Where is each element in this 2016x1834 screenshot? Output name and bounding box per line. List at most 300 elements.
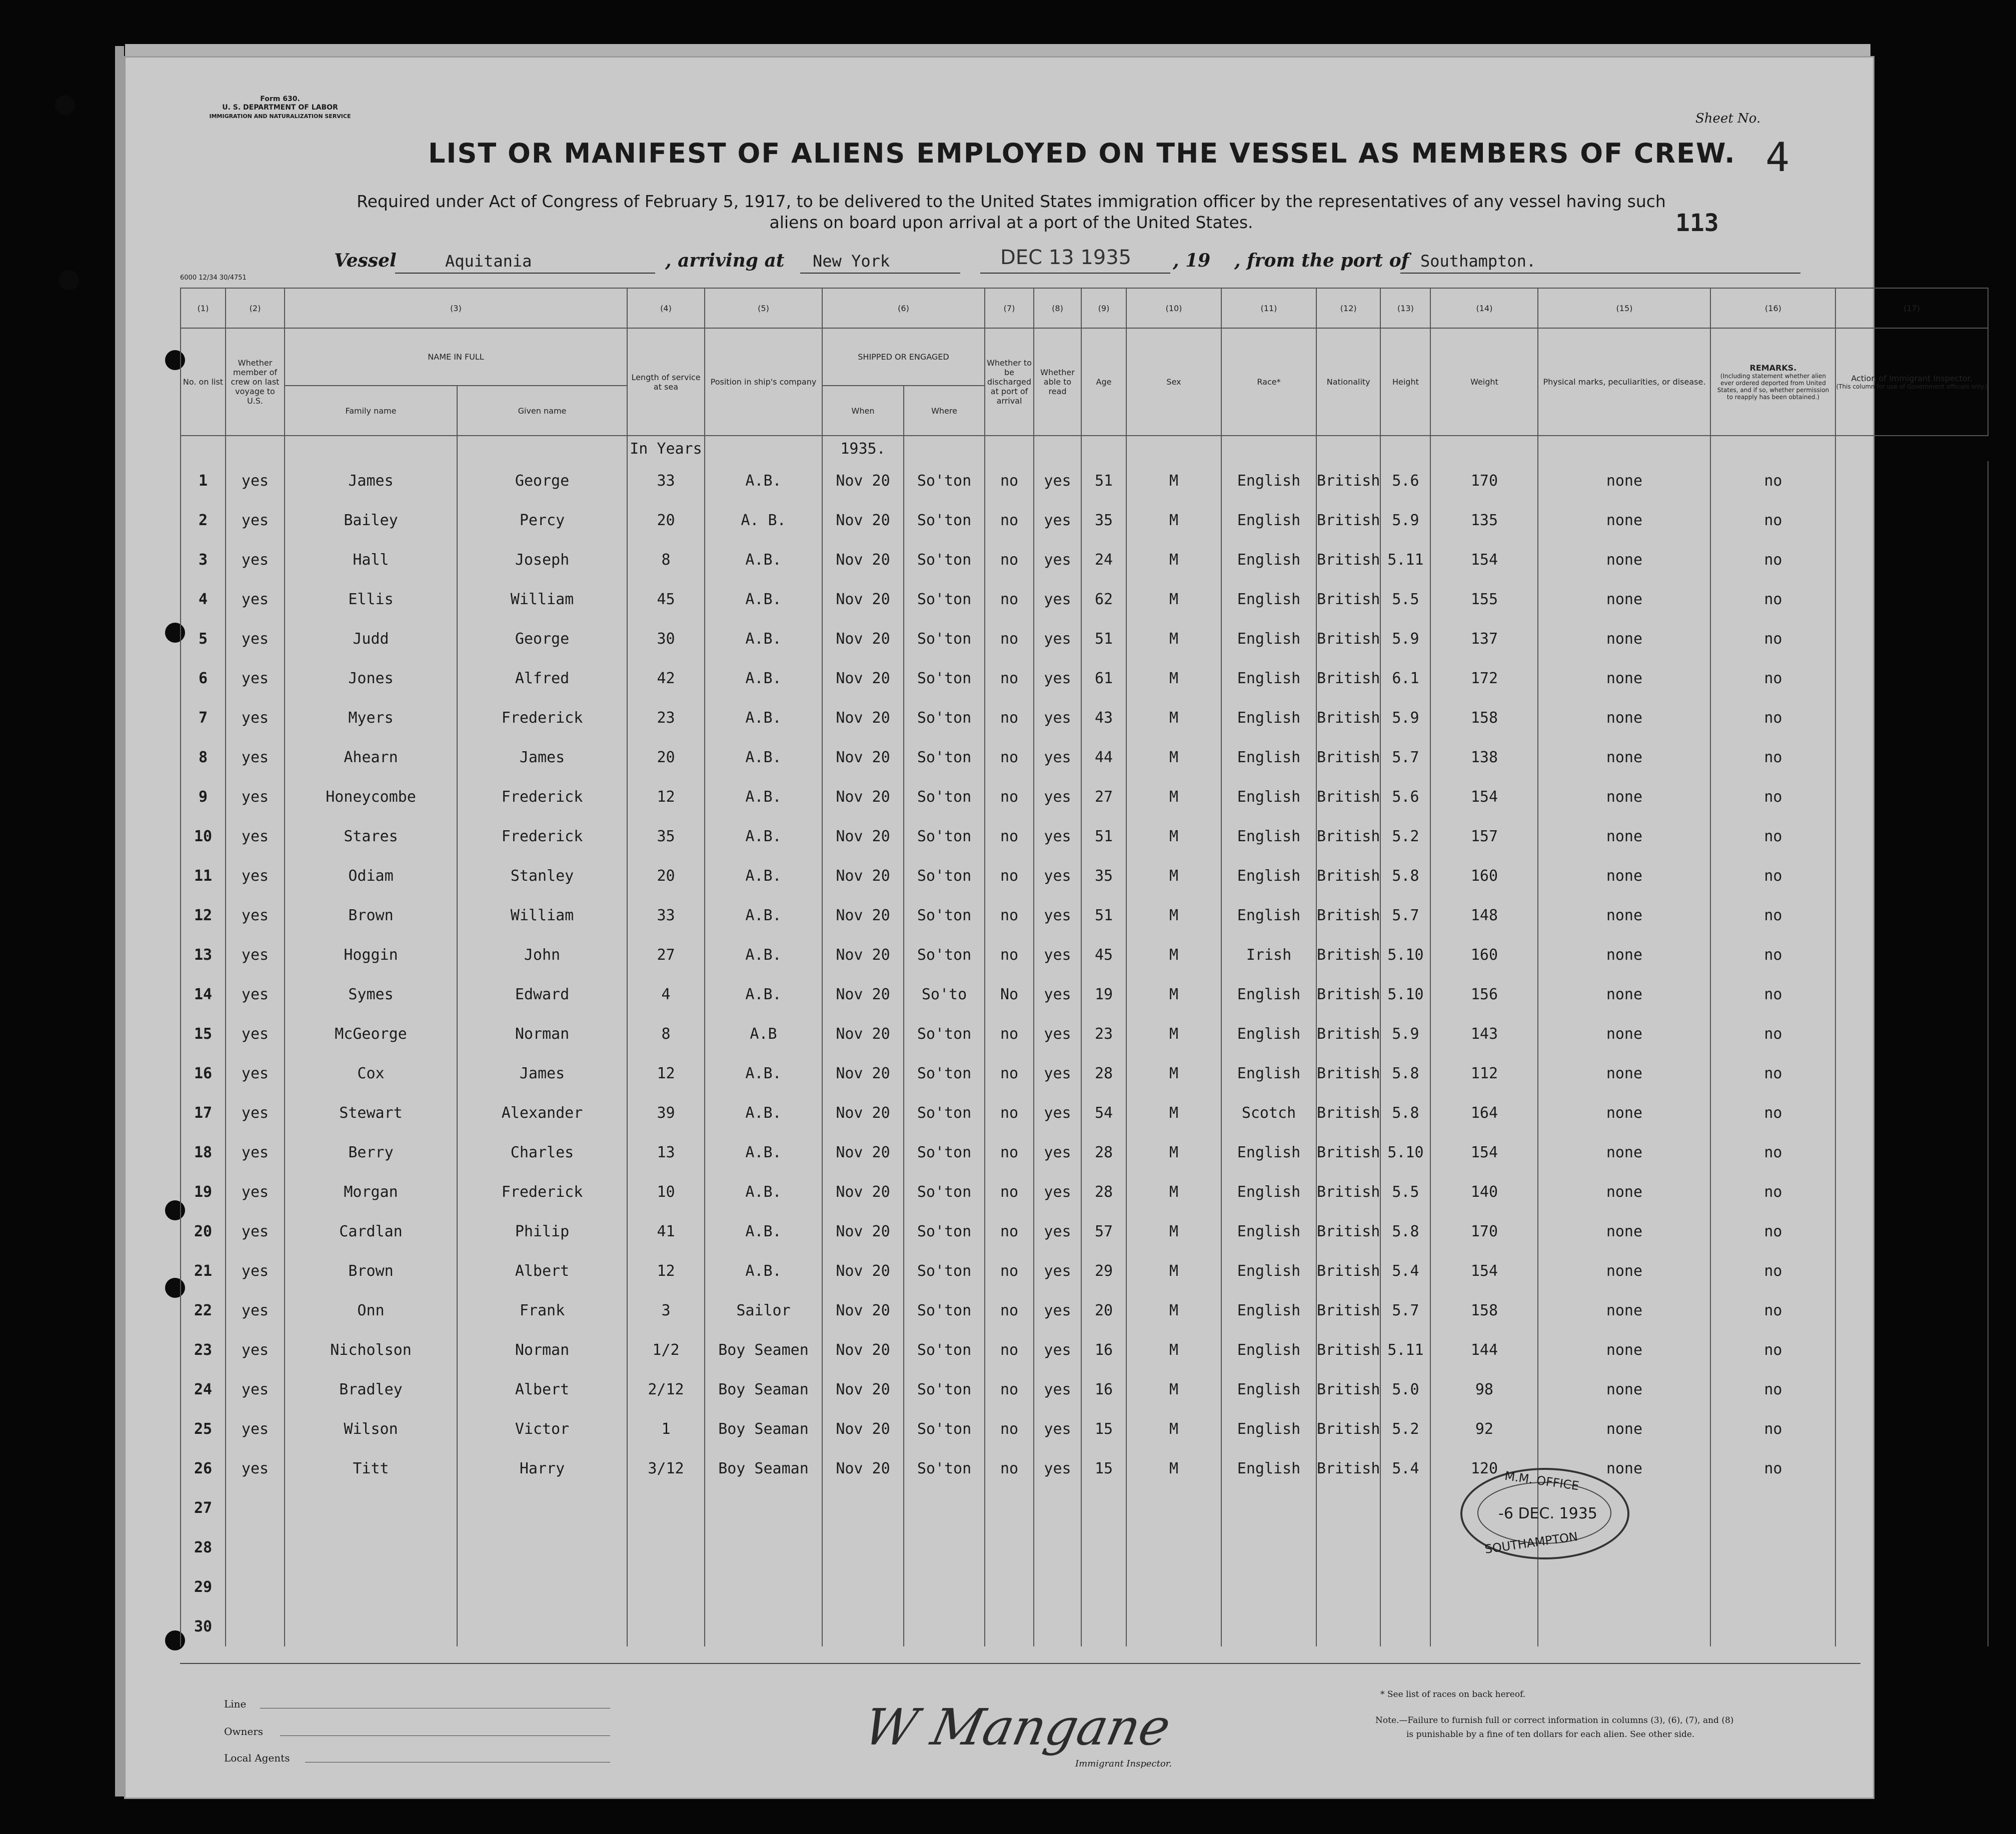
cell-age: 57 [1081, 1212, 1126, 1251]
cell-family-name: Stares [285, 817, 457, 856]
cell-able-to-read: yes [1034, 1370, 1081, 1409]
cell-shipped-when: Nov 20 [822, 461, 904, 501]
cell-family-name: Symes [285, 975, 457, 1014]
cell-height: 5.4 [1380, 1251, 1430, 1291]
owners-label: Owners [224, 1725, 264, 1737]
cell-position [705, 1528, 822, 1567]
line-label: Line [224, 1698, 247, 1710]
cell-inspector-action [1835, 1014, 1987, 1054]
col-num-15: (15) [1538, 288, 1710, 328]
cell-given-name [457, 1488, 627, 1528]
cell-shipped-when: Nov 20 [822, 1212, 904, 1251]
cell-remarks [1710, 1567, 1835, 1607]
table-row [181, 540, 1988, 580]
cell-weight: 140 [1430, 1172, 1538, 1212]
cell-shipped-when: Nov 20 [822, 580, 904, 619]
cell-age: 27 [1081, 777, 1126, 817]
cell-race: English [1221, 896, 1316, 935]
table-row [181, 1488, 1988, 1528]
cell-given-name: Albert [457, 1370, 627, 1409]
cell-age: 23 [1081, 1014, 1126, 1054]
cell-nationality [1316, 1528, 1380, 1567]
cell-position: A.B [705, 1014, 822, 1054]
col-num-10: (10) [1126, 288, 1221, 328]
cell-height: 5.5 [1380, 580, 1430, 619]
cell-inspector-action [1835, 1291, 1987, 1330]
cell-member-last-voyage: yes [226, 1449, 285, 1488]
cell-shipped-when: Nov 20 [822, 1251, 904, 1291]
cell-nationality: British [1316, 1054, 1380, 1093]
table-row [181, 580, 1988, 619]
cell-family-name: James [285, 461, 457, 501]
cell-family-name: Titt [285, 1449, 457, 1488]
cell-length-of-service [627, 1488, 705, 1528]
cell-sex: M [1126, 659, 1221, 698]
cell-able-to-read: yes [1034, 619, 1081, 659]
cell-shipped-when: Nov 20 [822, 1172, 904, 1212]
service-name: IMMIGRATION AND NATURALIZATION SERVICE [209, 113, 351, 120]
cell-family-name: Honeycombe [285, 777, 457, 817]
cell-nationality: British [1316, 738, 1380, 777]
cell-given-name: Frederick [457, 777, 627, 817]
cell-race: English [1221, 580, 1316, 619]
cell-position [705, 1567, 822, 1607]
cell-weight: 143 [1430, 1014, 1538, 1054]
cell-height: 5.7 [1380, 738, 1430, 777]
cell-remarks: no [1710, 975, 1835, 1014]
cell-remarks: no [1710, 1054, 1835, 1093]
table-row [181, 1330, 1988, 1370]
cell-row-number: 24 [181, 1370, 226, 1409]
cell-row-number: 21 [181, 1251, 226, 1291]
cell-height: 5.6 [1380, 461, 1430, 501]
table-row [181, 1212, 1988, 1251]
cell-shipped-where: So'ton [904, 698, 985, 738]
cell-member-last-voyage: yes [226, 1172, 285, 1212]
cell-shipped-where: So'ton [904, 580, 985, 619]
cell-sex: M [1126, 1370, 1221, 1409]
cell-sex: M [1126, 856, 1221, 896]
cell-race: English [1221, 1330, 1316, 1370]
cell-physical-marks: none [1538, 935, 1710, 975]
cell-nationality: British [1316, 1251, 1380, 1291]
cell-shipped-where: So'ton [904, 1133, 985, 1172]
cell-to-be-discharged [985, 1488, 1034, 1528]
cell-height: 5.0 [1380, 1370, 1430, 1409]
cell-row-number: 26 [181, 1449, 226, 1488]
table-row [181, 1172, 1988, 1212]
cell-given-name: William [457, 896, 627, 935]
header-where: Where [904, 386, 985, 436]
cell-position [705, 1488, 822, 1528]
cell-inspector-action [1835, 856, 1987, 896]
cell-able-to-read: yes [1034, 777, 1081, 817]
cell-sex: M [1126, 935, 1221, 975]
cell-able-to-read [1034, 1607, 1081, 1646]
cell-to-be-discharged [985, 1528, 1034, 1567]
header-able-to-read: Whether able to read [1034, 328, 1081, 436]
cell-weight: 137 [1430, 619, 1538, 659]
cell-age: 54 [1081, 1093, 1126, 1133]
cell-physical-marks: none [1538, 501, 1710, 540]
subtitle-line-2: aliens on board upon arrival at a port of the United States. [769, 213, 1253, 232]
office-stamp [1460, 1468, 1629, 1559]
cell-member-last-voyage: yes [226, 580, 285, 619]
cell-member-last-voyage: yes [226, 896, 285, 935]
cell-height: 5.7 [1380, 896, 1430, 935]
header-physical-marks: Physical marks, peculiarities, or disease. [1538, 328, 1710, 436]
header-weight: Weight [1430, 328, 1538, 436]
cell-member-last-voyage: yes [226, 1014, 285, 1054]
cell-length-of-service: 23 [627, 698, 705, 738]
cell-remarks: no [1710, 817, 1835, 856]
cell-weight: 120 [1430, 1449, 1538, 1488]
cell-able-to-read [1034, 1488, 1081, 1528]
cell-shipped-when: Nov 20 [822, 738, 904, 777]
cell-inspector-action [1835, 1054, 1987, 1093]
cell-sex: M [1126, 1093, 1221, 1133]
cell-physical-marks: none [1538, 580, 1710, 619]
col-num-8: (8) [1034, 288, 1081, 328]
cell-to-be-discharged: no [985, 1212, 1034, 1251]
cell-length-of-service: 33 [627, 896, 705, 935]
col-num-11: (11) [1221, 288, 1316, 328]
cell-remarks: no [1710, 856, 1835, 896]
cell-family-name: Bailey [285, 501, 457, 540]
cell-length-of-service: 10 [627, 1172, 705, 1212]
cell-able-to-read: yes [1034, 1330, 1081, 1370]
cell-sex: M [1126, 698, 1221, 738]
cell-sex: M [1126, 975, 1221, 1014]
cell-length-of-service: 30 [627, 619, 705, 659]
cell-age: 51 [1081, 461, 1126, 501]
cell-position: Boy Seaman [705, 1449, 822, 1488]
cell-member-last-voyage: yes [226, 935, 285, 975]
cell-sex [1126, 1528, 1221, 1567]
page-top-edge [125, 44, 1870, 57]
cell-nationality: British [1316, 501, 1380, 540]
cell-given-name: Charles [457, 1133, 627, 1172]
cell-to-be-discharged: no [985, 1370, 1034, 1409]
header-action [1835, 328, 1987, 436]
cell-to-be-discharged: no [985, 619, 1034, 659]
cell-nationality: British [1316, 1014, 1380, 1054]
cell-remarks: no [1710, 1291, 1835, 1330]
cell-given-name: Percy [457, 501, 627, 540]
cell-family-name: Berry [285, 1133, 457, 1172]
cell-remarks: no [1710, 461, 1835, 501]
cell-race: English [1221, 1172, 1316, 1212]
cell-shipped-when: Nov 20 [822, 1330, 904, 1370]
cell-given-name: James [457, 738, 627, 777]
table-row [181, 659, 1988, 698]
cell-shipped-where: So'ton [904, 540, 985, 580]
cell-shipped-when: Nov 20 [822, 1370, 904, 1409]
cell-to-be-discharged: No [985, 975, 1034, 1014]
cell-able-to-read: yes [1034, 659, 1081, 698]
cell-member-last-voyage: yes [226, 1291, 285, 1330]
cell-sex: M [1126, 619, 1221, 659]
cell-sex: M [1126, 540, 1221, 580]
arriving-port: New York [813, 252, 890, 271]
cell-to-be-discharged: no [985, 540, 1034, 580]
cell-shipped-when: Nov 20 [822, 1409, 904, 1449]
cell-to-be-discharged: no [985, 1133, 1034, 1172]
cell-inspector-action [1835, 817, 1987, 856]
cell-remarks: no [1710, 738, 1835, 777]
cell-inspector-action [1835, 619, 1987, 659]
cell-nationality [1316, 1488, 1380, 1528]
cell-sex [1126, 1607, 1221, 1646]
cell-shipped-when: Nov 20 [822, 777, 904, 817]
cell-to-be-discharged: no [985, 580, 1034, 619]
header-nationality: Nationality [1316, 328, 1380, 436]
cell-shipped-when: Nov 20 [822, 856, 904, 896]
cell-weight: 112 [1430, 1054, 1538, 1093]
cell-weight: 172 [1430, 659, 1538, 698]
cell-shipped-where: So'to [904, 975, 985, 1014]
cell-physical-marks: none [1538, 777, 1710, 817]
cell-weight: 154 [1430, 1251, 1538, 1291]
cell-weight: 148 [1430, 896, 1538, 935]
cell-member-last-voyage: yes [226, 540, 285, 580]
cell-race: English [1221, 698, 1316, 738]
table-row [181, 1054, 1988, 1093]
cell-remarks: no [1710, 1409, 1835, 1449]
cell-row-number: 1 [181, 461, 226, 501]
cell-age: 29 [1081, 1251, 1126, 1291]
cell-length-of-service: 35 [627, 817, 705, 856]
cell-sex: M [1126, 1054, 1221, 1093]
cell-age: 28 [1081, 1133, 1126, 1172]
cell-remarks: no [1710, 619, 1835, 659]
cell-remarks: no [1710, 1251, 1835, 1291]
cell-race: English [1221, 777, 1316, 817]
cell-length-of-service: 12 [627, 777, 705, 817]
cell-position: A.B. [705, 1251, 822, 1291]
cell-physical-marks: none [1538, 619, 1710, 659]
binder-hole [59, 270, 79, 290]
cell-remarks: no [1710, 935, 1835, 975]
cell-remarks: no [1710, 1133, 1835, 1172]
cell-physical-marks: none [1538, 738, 1710, 777]
cell-position: A.B. [705, 461, 822, 501]
cell-position: Boy Seamen [705, 1330, 822, 1370]
cell-inspector-action [1835, 1567, 1987, 1607]
owners-underline [280, 1735, 610, 1736]
col-num-4: (4) [627, 288, 705, 328]
cell-row-number: 25 [181, 1409, 226, 1449]
cell-age: 44 [1081, 738, 1126, 777]
cell-able-to-read: yes [1034, 738, 1081, 777]
cell-member-last-voyage: yes [226, 659, 285, 698]
cell-able-to-read [1034, 1528, 1081, 1567]
cell-given-name: William [457, 580, 627, 619]
cell-given-name [457, 1528, 627, 1567]
cell-age: 51 [1081, 896, 1126, 935]
cell-shipped-when [822, 1607, 904, 1646]
cell-sex [1126, 1567, 1221, 1607]
cell-age: 62 [1081, 580, 1126, 619]
cell-shipped-where: So'ton [904, 817, 985, 856]
cell-physical-marks: none [1538, 1133, 1710, 1172]
cell-family-name: Wilson [285, 1409, 457, 1449]
races-note: * See list of races on back hereof. [1380, 1689, 1526, 1699]
cell-shipped-when: Nov 20 [822, 1014, 904, 1054]
cell-length-of-service: 13 [627, 1133, 705, 1172]
cell-height: 5.10 [1380, 975, 1430, 1014]
col-num-7: (7) [985, 288, 1034, 328]
table-row [181, 896, 1988, 935]
cell-physical-marks: none [1538, 1330, 1710, 1370]
col-num-3: (3) [285, 288, 627, 328]
cell-weight: 160 [1430, 935, 1538, 975]
cell-row-number: 10 [181, 817, 226, 856]
cell-shipped-where: So'ton [904, 856, 985, 896]
cell-given-name [457, 1607, 627, 1646]
cell-weight [1430, 1567, 1538, 1607]
cell-row-number: 9 [181, 777, 226, 817]
cell-remarks: no [1710, 1093, 1835, 1133]
sheet-label: Sheet No. [1695, 111, 1761, 126]
cell-height: 5.8 [1380, 1054, 1430, 1093]
cell-weight: 154 [1430, 540, 1538, 580]
cell-weight: 158 [1430, 698, 1538, 738]
header-given-name: Given name [457, 386, 627, 436]
form-number: Form 630. [260, 95, 300, 103]
cell-shipped-where: So'ton [904, 1093, 985, 1133]
cell-able-to-read: yes [1034, 1133, 1081, 1172]
cell-age: 19 [1081, 975, 1126, 1014]
table-row [181, 856, 1988, 896]
cell-physical-marks: none [1538, 856, 1710, 896]
header-height: Height [1380, 328, 1430, 436]
cell-nationality: British [1316, 1212, 1380, 1251]
cell-sex: M [1126, 896, 1221, 935]
table-row [181, 1093, 1988, 1133]
table-row [181, 1251, 1988, 1291]
cell-physical-marks: none [1538, 1212, 1710, 1251]
cell-race: English [1221, 1212, 1316, 1251]
cell-nationality: British [1316, 659, 1380, 698]
cell-able-to-read: yes [1034, 1172, 1081, 1212]
cell-given-name: James [457, 1054, 627, 1093]
cell-position: A.B. [705, 817, 822, 856]
cell-given-name: Norman [457, 1014, 627, 1054]
cell-row-number: 6 [181, 659, 226, 698]
fine-note-line-2: is punishable by a fine of ten dollars for each alien. See other side. [1406, 1729, 1695, 1739]
agents-label: Local Agents [224, 1752, 290, 1764]
cell-age: 35 [1081, 856, 1126, 896]
cell-length-of-service: 39 [627, 1093, 705, 1133]
cell-height [1380, 1607, 1430, 1646]
remarks-note: (Including statement whether alien ever ordered deported from United States, and if so, whether permission to reapply has been obtained.) [1717, 373, 1829, 401]
page-left-edge [115, 46, 124, 1796]
cell-length-of-service [627, 1567, 705, 1607]
cell-length-of-service: 8 [627, 540, 705, 580]
cell-position: Boy Seaman [705, 1409, 822, 1449]
cell-able-to-read: yes [1034, 1409, 1081, 1449]
cell-member-last-voyage: yes [226, 501, 285, 540]
cell-weight: 138 [1430, 738, 1538, 777]
cell-family-name: Cardlan [285, 1212, 457, 1251]
manifest-rows [181, 436, 1988, 1646]
cell-weight: 155 [1430, 580, 1538, 619]
cell-height: 5.5 [1380, 1172, 1430, 1212]
cell-to-be-discharged: no [985, 1291, 1034, 1330]
table-row [181, 1528, 1988, 1567]
cell-sex: M [1126, 580, 1221, 619]
cell-to-be-discharged: no [985, 1172, 1034, 1212]
cell-inspector-action [1835, 777, 1987, 817]
year-label: , 19 [1173, 250, 1211, 271]
cell-to-be-discharged: no [985, 935, 1034, 975]
cell-height [1380, 1567, 1430, 1607]
cell-row-number: 13 [181, 935, 226, 975]
cell-remarks: no [1710, 1449, 1835, 1488]
vessel-underline [395, 273, 655, 274]
cell-able-to-read: yes [1034, 540, 1081, 580]
cell-member-last-voyage [226, 1528, 285, 1567]
cell-inspector-action [1835, 935, 1987, 975]
remarks-title: REMARKS. [1749, 363, 1797, 373]
cell-physical-marks: none [1538, 540, 1710, 580]
cell-given-name: Frederick [457, 698, 627, 738]
cell-to-be-discharged: no [985, 896, 1034, 935]
cell-member-last-voyage: yes [226, 698, 285, 738]
stamp-date: -6 DEC. 1935 [1498, 1505, 1597, 1522]
cell-remarks: no [1710, 777, 1835, 817]
cell-race [1221, 1528, 1316, 1567]
cell-member-last-voyage: yes [226, 1133, 285, 1172]
cell-physical-marks: none [1538, 698, 1710, 738]
crew-manifest-table [180, 288, 1988, 1646]
cell-member-last-voyage: yes [226, 461, 285, 501]
cell-given-name: Victor [457, 1409, 627, 1449]
cell-row-number: 4 [181, 580, 226, 619]
cell-length-of-service: 12 [627, 1054, 705, 1093]
cell-to-be-discharged: no [985, 698, 1034, 738]
cell-given-name: Alexander [457, 1093, 627, 1133]
cell-race: Scotch [1221, 1093, 1316, 1133]
cell-shipped-when: Nov 20 [822, 1093, 904, 1133]
cell-nationality: British [1316, 856, 1380, 896]
cell-able-to-read: yes [1034, 1251, 1081, 1291]
cell-inspector-action [1835, 1488, 1987, 1528]
cell-sex: M [1126, 777, 1221, 817]
cell-family-name: Odiam [285, 856, 457, 896]
cell-nationality: British [1316, 935, 1380, 975]
cell-weight: 156 [1430, 975, 1538, 1014]
cell-weight: 158 [1430, 1291, 1538, 1330]
cell-race [1221, 1567, 1316, 1607]
cell-nationality [1316, 1567, 1380, 1607]
header-when: When [822, 386, 904, 436]
cell-length-of-service: 2/12 [627, 1370, 705, 1409]
cell-position: A.B. [705, 1054, 822, 1093]
cell-race: English [1221, 540, 1316, 580]
cell-shipped-where: So'ton [904, 1212, 985, 1251]
cell-height: 5.11 [1380, 1330, 1430, 1370]
cell-race: English [1221, 461, 1316, 501]
table-row [181, 698, 1988, 738]
cell-remarks: no [1710, 1212, 1835, 1251]
cell-able-to-read: yes [1034, 817, 1081, 856]
cell-nationality [1316, 1607, 1380, 1646]
header-shipped: SHIPPED OR ENGAGED [822, 328, 985, 386]
header-member-last-voyage: Whether member of crew on last voyage to U.S. [226, 328, 285, 436]
cell-nationality: British [1316, 1409, 1380, 1449]
